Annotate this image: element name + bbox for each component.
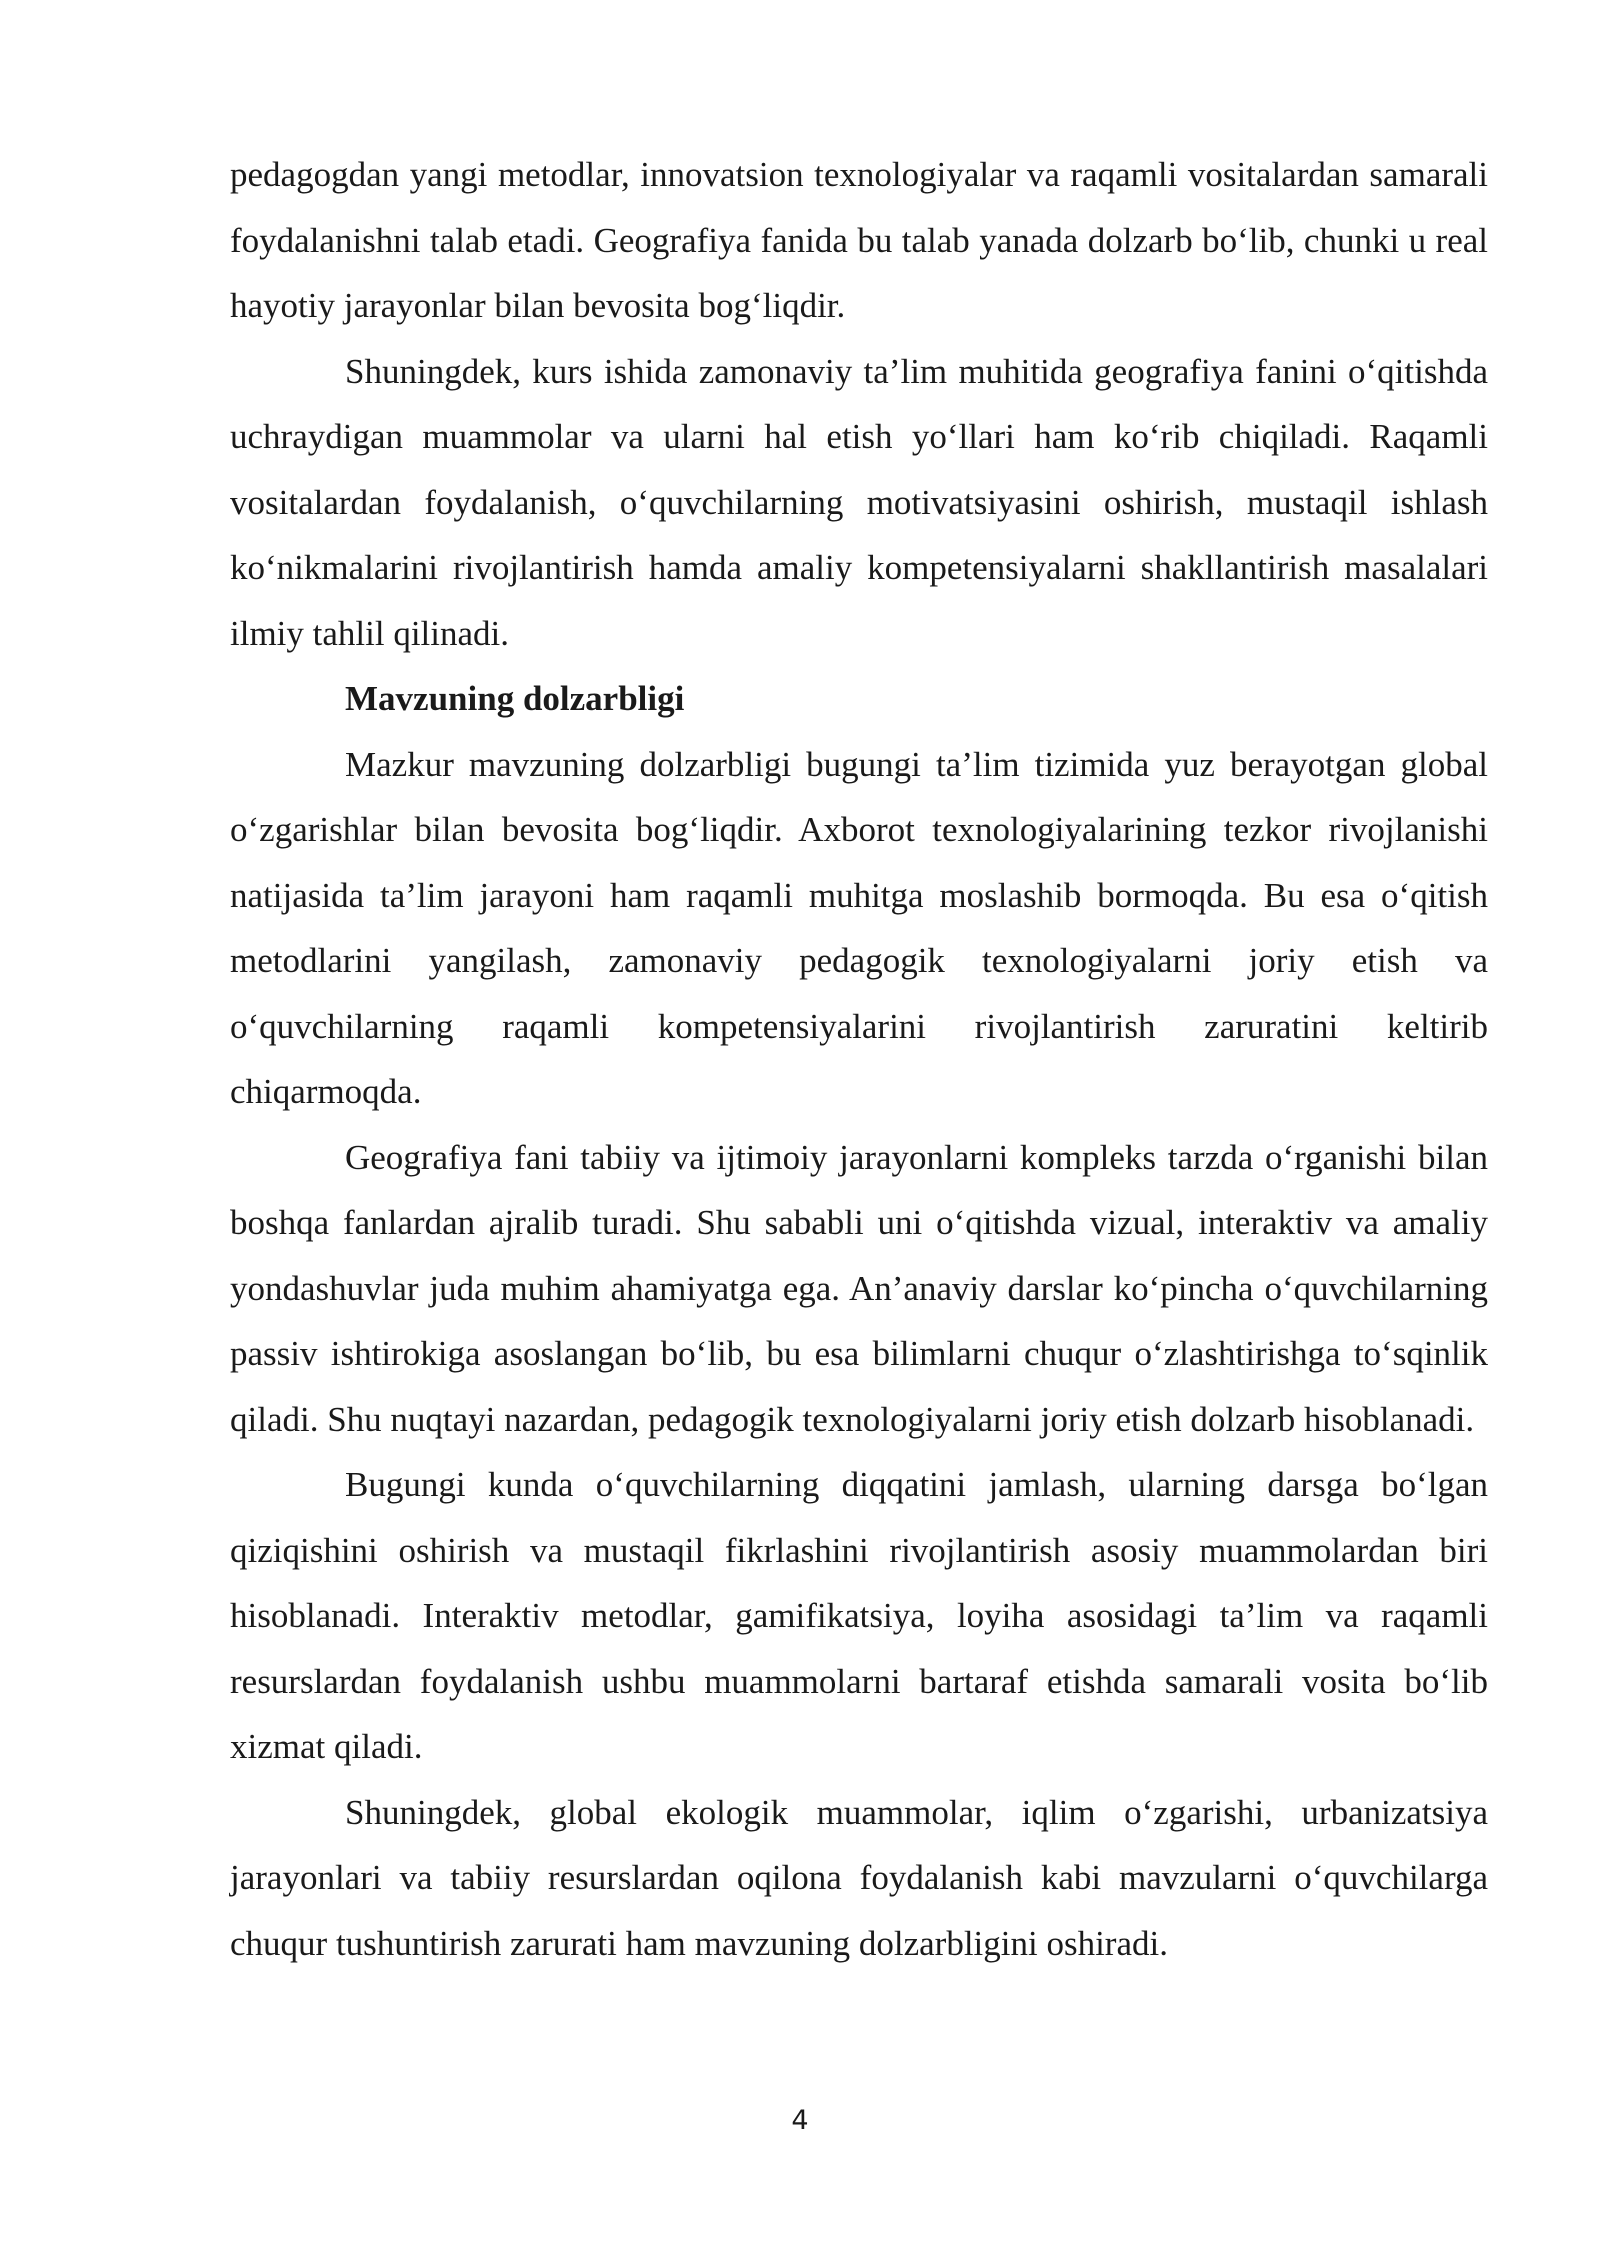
page-body [230, 142, 1488, 1976]
paragraph-geography-approaches: Geografiya fani tabiiy va ijtimoiy jarayonlarni kompleks tarzda o‘rganishi bilan boshqa fanlardan ajralib turadi. Shu sababli uni o‘qitishda vizual, interaktiv va amaliy yondashuvlar juda muhim ahamiyatga ega. An’anaviy darslar ko‘pincha o‘quvchilarning passiv ishtirokiga asoslangan bo‘lib, bu esa bilimlarni chuqur o‘zlashtirishga to‘sqinlik qiladi. Shu nuqtayi nazardan, pedagogik texnologiyalarni joriy etish dolzarb hisoblanadi. [230, 1137, 1488, 1439]
paragraph-course-work-scope: Shuningdek, kurs ishida zamonaviy ta’lim muhitida geografiya fanini o‘qitishda uchraydigan muammolar va ularni hal etish yo‘llari ham ko‘rib chiqiladi. Raqamli vositalardan foydalanish, o‘quvchilarning motivatsiyasini oshirish, mustaqil ishlash ko‘nikmalarini rivojlantirish hamda amaliy kompetensiyalarni shakllantirish masalalari ilmiy tahlil qilinadi. [230, 351, 1488, 653]
paragraph-global-ecological-issues: Shuningdek, global ekologik muammolar, iqlim o‘zgarishi, urbanizatsiya jarayonlari va tabiiy resurslardan oqilona foydalanish kabi mavzularni o‘quvchilarga chuqur tushuntirish zarurati ham mavzuning dolzarbligini oshiradi. [230, 1792, 1488, 1963]
paragraph-student-engagement: Bugungi kunda o‘quvchilarning diqqatini jamlash, ularning darsga bo‘lgan qiziqishini oshirish va mustaqil fikrlashini rivojlantirish asosiy muammolardan biri hisoblanadi. Interaktiv metodlar, gamifikatsiya, loyiha asosidagi ta’lim va raqamli resurslardan foydalanish ushbu muammolarni bartaraf etishda samarali vosita bo‘lib xizmat qiladi. [230, 1465, 1488, 1766]
section-heading-relevance: Mavzuning dolzarbligi [345, 679, 685, 718]
paragraph-relevance-global-changes: Mazkur mavzuning dolzarbligi bugungi ta’lim tizimida yuz berayotgan global o‘zgarishlar bilan bevosita bog‘liqdir. Axborot texnologiyalarining tezkor rivojlanishi natijasida ta’lim jarayoni ham raqamli muhitga moslashib bormoqda. Bu esa o‘qitish metodlarini yangilash, zamonaviy pedagogik texnologiyalarni joriy etish va o‘quvchilarning raqamli kompetensiyalarini rivojlantirish zaruratini keltirib chiqarmoqda. [230, 744, 1488, 1111]
page-number: 4 [791, 2105, 809, 2136]
paragraph-intro-continuation: pedagogdan yangi metodlar, innovatsion texnologiyalar va raqamli vositalardan samarali foydalanishni talab etadi. Geografiya fanida bu talab yanada dolzarb bo‘lib, chunki u real hayotiy jarayonlar bilan bevosita bog‘liqdir. [230, 155, 1488, 325]
